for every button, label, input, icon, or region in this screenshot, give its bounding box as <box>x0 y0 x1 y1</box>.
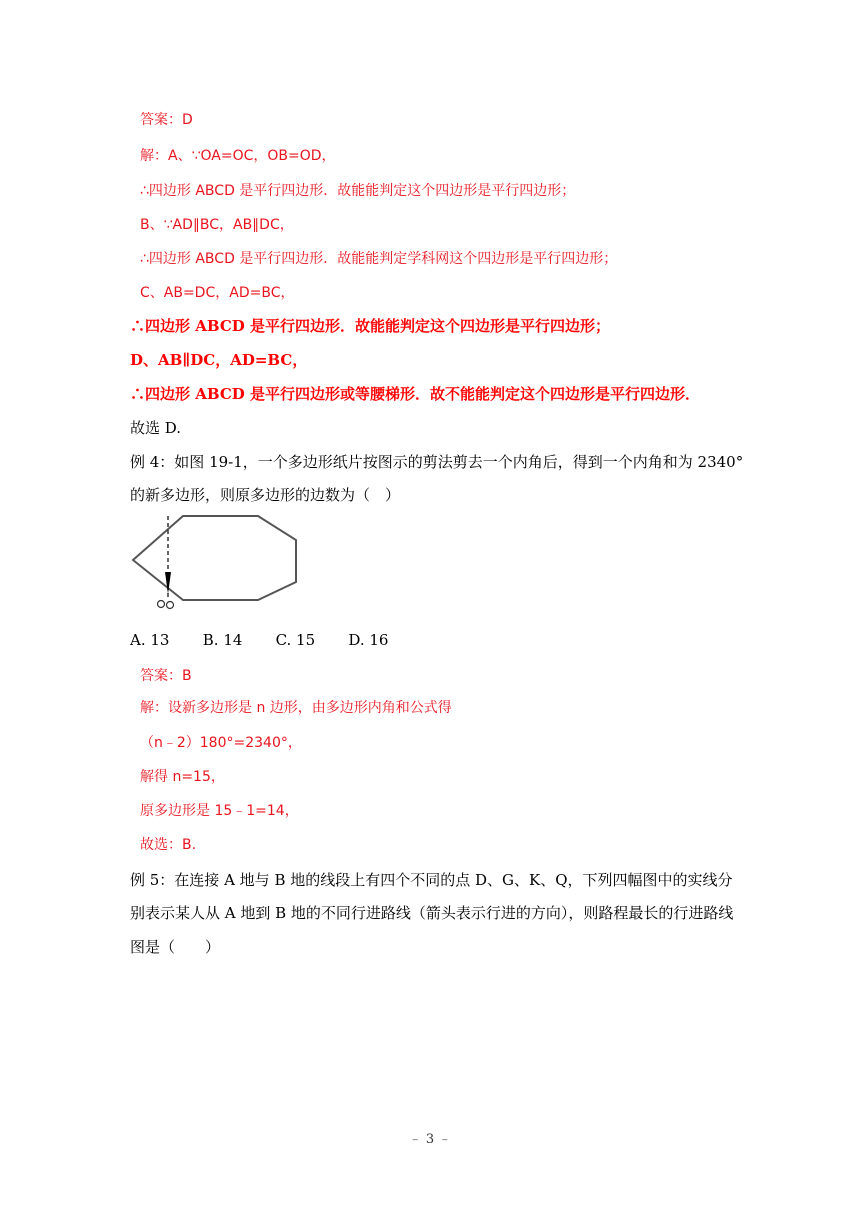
solution-line: 解得 n=15， <box>140 769 225 785</box>
solution-line: ∴四边形 ABCD 是平行四边形．故能能判定学科网这个四边形是平行四边形； <box>140 251 618 267</box>
solution-line: ∴四边形 ABCD 是平行四边形或等腰梯形．故不能能判定这个四边形是平行四边形． <box>130 385 700 403</box>
example-4-line: 的新多边形，则原多边形的边数为（ ） <box>130 486 401 504</box>
options-row <box>130 630 416 650</box>
example-5-line: 图是（ ） <box>130 938 221 956</box>
solution-line: 解：设新多边形是 n 边形，由多边形内角和公式得 <box>140 700 452 716</box>
choose-line: 故选 D. <box>130 419 182 437</box>
solution-line: ∴四边形 ABCD 是平行四边形．故能能判定这个四边形是平行四边形； <box>140 183 576 199</box>
polygon-cut-figure <box>128 510 308 620</box>
option-a: A. 13 <box>130 631 170 649</box>
scissors-handle <box>158 601 165 608</box>
solution-line: D、AB∥DC，AD=BC， <box>130 351 308 369</box>
polygon-outline <box>133 516 296 600</box>
solution-line: C、AB=DC，AD=BC， <box>140 285 295 301</box>
scissors-handle <box>167 602 174 609</box>
example-4-line: 例 4：如图 19-1，一个多边形纸片按图示的剪法剪去一个内角后，得到一个内角和为 2340° <box>130 453 744 471</box>
option-c: C. 15 <box>275 631 316 649</box>
page-number: ﹣ 3 ﹣ <box>408 1132 452 1147</box>
example-5-line: 别表示某人从 A 地到 B 地的不同行进路线（箭头表示行进的方向），则路程最长的行进路线 <box>130 904 734 922</box>
answer-label: 答案：B <box>140 668 192 684</box>
solution-line: 故选：B. <box>140 837 197 853</box>
answer-label: 答案：D <box>140 112 193 128</box>
example-5-line: 例 5：在连接 A 地与 B 地的线段上有四个不同的点 D、G、K、Q，下列四幅图中的实线分 <box>130 871 733 889</box>
solution-line: （n﹣2）180°=2340°， <box>140 735 302 751</box>
solution-line: 解：A、∵OA=OC，OB=OD， <box>140 148 336 164</box>
solution-line: ∴四边形 ABCD 是平行四边形．故能能判定这个四边形是平行四边形； <box>130 317 610 335</box>
option-b: B. 14 <box>202 631 243 649</box>
solution-line: 原多边形是 15﹣1=14， <box>140 803 299 819</box>
solution-line: B、∵AD∥BC，AB∥DC， <box>140 217 294 233</box>
polygon-cut-svg <box>128 510 308 620</box>
option-d: D. 16 <box>348 631 389 649</box>
